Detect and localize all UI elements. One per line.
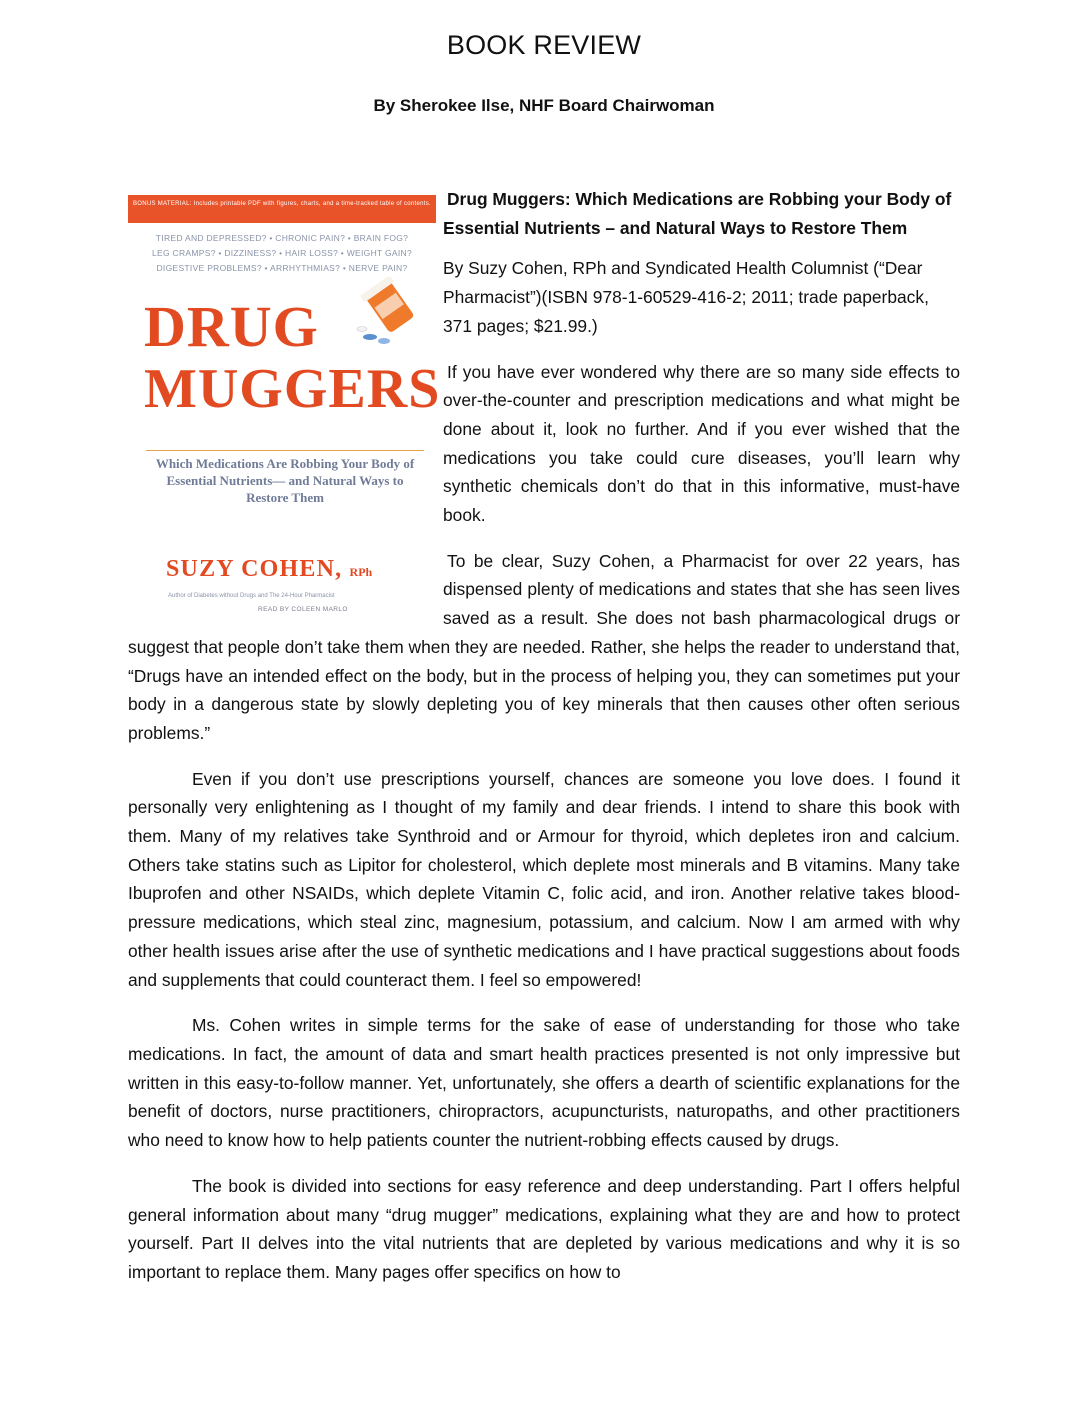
cover-title-line: DRUG <box>144 294 319 359</box>
paragraph: Even if you don’t use prescriptions yourself, chances are someone you love does. I found it personally very enlightening as I thought of my family and dear friends. I intend to share this book with them. Many of my relatives take Synthroid and or Armour for thyroid, which depletes iron and calcium. Others take statins such as Lipitor for cholesterol, which deplete most minerals and B vitamins. Many take Ibuprofen and other NSAIDs, which deplete Vitamin C, folic acid, and iron. Another relative takes blood-pressure medications, which steal zinc, magnesium, potassium, and calcium. Now I am armed with why other health issues arise after the use of synthetic medications and I have practical suggestions about foods and supplements that could counteract them. I feel so empowered! <box>128 768 960 990</box>
paragraph: To be clear, Suzy Cohen, a Pharmacist for over 22 years, has dispensed plenty of medications and states that she has seen lives saved as a result. She does not bash pharmacological drugs or suggest that people don’t take them when they are needed. Rather, she helps the reader to understand that, “Drugs have an intended effect on the body, but in the process of helping you, they can sometimes put your body in a dangerous state by slowly depleting you of key minerals that then causes other often serious problems.” <box>128 550 960 743</box>
cover-symptoms <box>136 231 428 276</box>
cover-reader: READ BY COLEEN MARLO <box>258 606 348 613</box>
cover-symptoms-line: DIGESTIVE PROBLEMS? • ARRHYTHMIAS? • NERVE PAIN? <box>156 263 408 273</box>
cover-title-line: MUGGERS <box>144 358 441 420</box>
book-cover-image <box>128 195 441 613</box>
book-info: By Suzy Cohen, RPh and Syndicated Health Columnist (“Dear Pharmacist”)(ISBN 978-1-60529-416-2; 2011; trade paperback, 371 pages; $21.99.) <box>443 258 929 336</box>
cover-author-name: SUZY COHEN, <box>166 556 343 582</box>
cover-author-suffix: RPh <box>349 565 373 579</box>
pill-bottle-icon <box>356 277 426 347</box>
paragraph: The book is divided into sections for easy reference and deep understanding. Part I offers helpful general information about many “drug mugger” medications, explaining what they are and how to protect yourself. Part II delves into the vital nutrients that are depleted by various medications and why it is so important to replace them. Many pages offer specifics on how to <box>128 1175 960 1282</box>
cover-banner: BONUS MATERIAL: Includes printable PDF with figures, charts, and a time-tracked table of contents. <box>128 195 436 223</box>
byline: By Sherokee Ilse, NHF Board Chairwoman <box>373 96 715 115</box>
cover-symptoms-line: TIRED AND DEPRESSED? • CHRONIC PAIN? • BRAIN FOG? <box>155 233 409 243</box>
paragraph: Ms. Cohen writes in simple terms for the sake of ease of understanding for those who take medications. In fact, the amount of data and smart health practices presented is not only impressive but written in this easy-to-follow manner. Yet, unfortunately, she offers a dearth of scientific explanations for the benefit of doctors, nurse practitioners, chiropractors, acupuncturists, naturopaths, and other practitioners who need to know how to help patients counter the nutrient-robbing effects caused by drugs. <box>128 1015 960 1151</box>
cover-subtitle: Which Medications Are Robbing Your Body of Essential Nutrients— and Natural Ways to Restore Them <box>146 450 424 506</box>
paragraph: If you have ever wondered why there are so many side effects to over-the-counter and prescription medications and what might be done about it, look no further. And if you ever wished that the medications you take could cure diseases, you’ll learn why synthetic chemicals don’t do that in this informative, must-have book. <box>443 361 960 526</box>
article-body <box>128 185 960 1304</box>
cover-symptoms-line: LEG CRAMPS? • DIZZINESS? • HAIR LOSS? • WEIGHT GAIN? <box>151 248 413 258</box>
cover-author-tagline: Author of Diabetes without Drugs and The 24-Hour Pharmacist <box>168 593 335 599</box>
page-title: BOOK REVIEW <box>446 30 642 60</box>
book-title: Drug Muggers: Which Medications are Robbing your Body of Essential Nutrients – and Natural Ways to Restore Them <box>443 189 952 238</box>
